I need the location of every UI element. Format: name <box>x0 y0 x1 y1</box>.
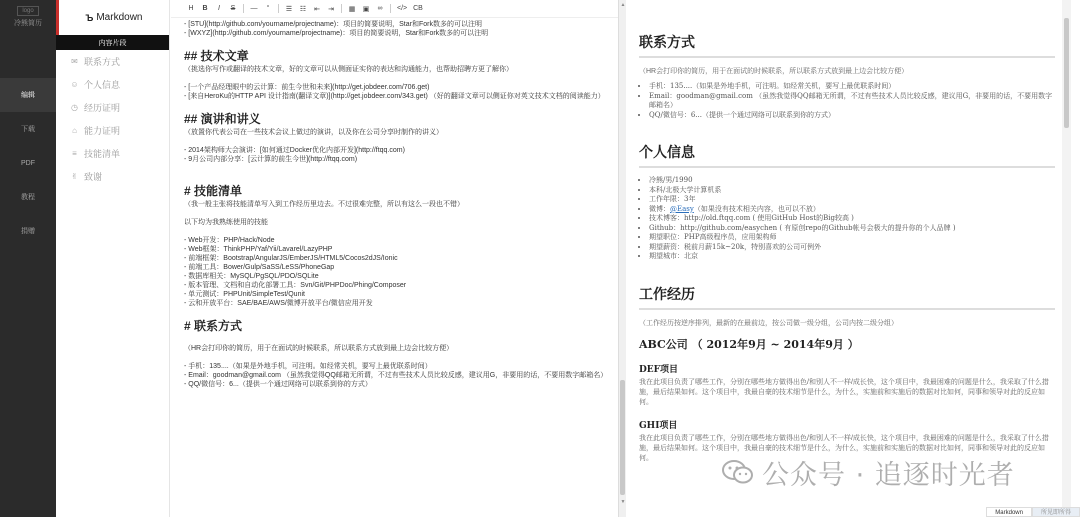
snippet-thanks[interactable] <box>56 165 169 188</box>
nav-item-pdf[interactable]: PDF <box>21 159 35 167</box>
editor-line <box>184 335 609 344</box>
mode-tabs <box>986 507 1080 517</box>
resume-preview <box>627 0 1071 517</box>
watermark-text: 公众号 · 追逐时光者 <box>762 459 1015 491</box>
brand-name: Markdown <box>96 12 143 23</box>
nav-item-edit[interactable]: 编辑 <box>0 78 56 112</box>
app-sidebar <box>0 0 56 517</box>
app-logo[interactable] <box>0 0 56 34</box>
weibo-suffix: （如果没有技术相关内容，也可以不放） <box>693 204 820 213</box>
markdown-editor[interactable] <box>171 0 618 517</box>
snippet-label: 技能清单 <box>84 149 121 159</box>
history-icon: ◷ <box>71 103 78 112</box>
snippet-label: 致谢 <box>84 172 103 182</box>
snippet-label: 个人信息 <box>84 80 121 90</box>
list-item: • Github：http://github.com/easychen ( 有原创repo的Github帐号会极大的提升你的个人品牌 ) <box>649 224 1055 234</box>
main-nav <box>0 78 56 248</box>
snippet-ability[interactable] <box>56 119 169 142</box>
editor-line: （放置你代表公司在一些技术会议上做过的演讲，以及你在公司分享时制作的讲义） <box>184 129 443 136</box>
list-item: • 期望薪资：税前月薪15k~20k，特别喜欢的公司可例外 <box>649 243 1055 253</box>
unordered-list-button[interactable]: ☰ <box>285 5 293 13</box>
nav-item-donate[interactable]: 捐赠 <box>21 228 35 235</box>
scroll-down-icon[interactable]: ▼ <box>620 499 626 505</box>
editor-line: - 前端工具：Bower/Gulp/SaSS/LeSS/PhoneGap <box>184 264 335 271</box>
editor-line: - QQ/微信号：6...（提供一个通过网络可以联系到你的方式） <box>184 381 372 388</box>
bold-button[interactable]: B <box>202 5 208 12</box>
editor-line <box>184 353 609 362</box>
logo-name: 冷熊简历 <box>14 20 42 27</box>
editor-line: - Web框架：ThinkPHP/Yaf/Yii/Lavarel/LazyPHP <box>184 246 333 253</box>
editor-line: - [WXYZ](http://github.com/yourname/projectname)：项目的简要说明，Star和Fork数多的可以注明 <box>184 30 489 37</box>
scrollbar-thumb[interactable] <box>620 380 625 495</box>
project-heading: DEF项目 <box>639 364 679 375</box>
horizontal-rule-button[interactable]: — <box>250 5 258 12</box>
thumbs-up-icon: ✌ <box>71 172 78 181</box>
indent-button[interactable]: ⇤ <box>314 5 320 13</box>
table-button[interactable]: ▦ <box>348 5 356 13</box>
snippet-label: 联系方式 <box>84 57 121 67</box>
snippet-label: 能力证明 <box>84 126 121 136</box>
outdent-button[interactable]: ⇥ <box>328 5 334 13</box>
editor-line: （HR会打印你的简历，用于在面试的时候联系，所以联系方式放到最上边会比较方便） <box>184 345 454 352</box>
quote-button[interactable]: “ <box>266 5 270 12</box>
ordered-list-button[interactable]: ☷ <box>299 5 307 13</box>
snippet-contact[interactable] <box>56 50 169 73</box>
watermark <box>722 452 1015 492</box>
editor-heading-line: # 联系方式 <box>184 319 243 333</box>
user-icon: ☺ <box>70 80 79 89</box>
editor-line: - Email：goodman@gmail.com （虽然我觉得QQ邮箱无所谓，不过有些技术人员比较反感，建议用G，非要用的话，不要用数字邮箱名） <box>184 372 608 379</box>
toolbar-divider <box>390 4 391 13</box>
editor-line <box>184 164 609 173</box>
heading-button[interactable]: H <box>188 5 194 12</box>
toolbar-divider <box>341 4 342 13</box>
editor-line: - Web开发：PHP/Hack/Node <box>184 237 275 244</box>
editor-line: - 云和开放平台：SAE/BAE/AWS/微博开放平台/微信应用开发 <box>184 300 373 307</box>
snippet-personal[interactable] <box>56 73 169 96</box>
code-block-button[interactable]: CB <box>413 5 423 12</box>
work-note: （工作经历按逆序排列，最新的在最前边，按公司做一级分组，公司内按二级分组） <box>639 319 898 327</box>
list-item <box>649 205 1055 215</box>
weibo-link[interactable]: @Easy <box>670 204 694 213</box>
code-button[interactable]: </> <box>397 5 408 12</box>
project-description: 我在此项目负责了哪些工作，分别在哪些地方做得出色/和别人不一样/成长快，这个项目中，我最困难的问题是什么，我采取了什么措施，最后结果如何。这个项目中，我最自豪的技术细节是什么，为什么，实施前和实施后的数据对比如何，同事和领导对此的反应如何。 <box>639 378 1049 406</box>
editor-line: - [一个产品经理眼中的云计算：前生今世和未来](http://get.jobdeer.com/706.get) <box>184 84 430 91</box>
personal-list <box>639 176 1055 262</box>
snippet-skills[interactable] <box>56 142 169 165</box>
editor-line: - 9月公司内部分享：[云计算的前生今世](http://ftqq.com) <box>184 156 358 163</box>
editor-toolbar <box>171 0 618 18</box>
editor-heading-line: ## 技术文章 <box>184 49 249 63</box>
envelope-icon: ✉ <box>71 57 78 66</box>
tab-wysiwyg[interactable]: 所见即所得 <box>1032 507 1080 517</box>
contact-list <box>639 82 1055 120</box>
editor-scrollbar[interactable] <box>618 0 626 517</box>
editor-line <box>184 227 609 236</box>
project-heading: GHI项目 <box>639 420 678 431</box>
nav-item-tutorial[interactable]: 教程 <box>21 194 35 201</box>
editor-line: - [来自HeroKu的HTTP API 设计指南(翻译文章)](http://get.jobdeer.com/343.get) （好的翻译文章可以侧证你对英文技术文档的阅读能力） <box>184 93 605 100</box>
project-description: 我在此项目负责了哪些工作，分别在哪些地方做得出色/和别人不一样/成长快，这个项目中，我最困难的问题是什么，我采取了什么措施，最后结果如何。这个项目中，我最自豪的技术细节是什么，为什么，实施前和实施后的数据对比如何，同事和领导对此的反应如何。 <box>639 434 1049 462</box>
editor-line: - 手机：135....（如果是外地手机，可注明。如经常关机，要写上最优联系时间） <box>184 363 432 370</box>
editor-line: - 前端框架：Bootstrap/AngularJS/EmberJS/HTML5/Cocos2dJS/Ionic <box>184 255 398 262</box>
editor-line: - 单元测试：PHPUnit/SimpleTest/Qunit <box>184 291 305 298</box>
personal-heading: 个人信息 <box>639 142 1055 168</box>
list-item: • QQ/微信号：6...（提供一个通过网络可以联系到你的方式） <box>649 111 1055 121</box>
company-heading: ABC公司 （ 2012年9月 ~ 2014年9月 ） <box>639 337 859 351</box>
list-icon: ≡ <box>72 149 77 158</box>
toolbar-divider <box>243 4 244 13</box>
editor-line: （挑选你写作或翻译的技术文章，好的文章可以从侧面证实你的表达和沟通能力，也帮助招聘方更了解你） <box>184 66 513 73</box>
editor-line <box>184 74 609 83</box>
list-item: • 技术博客：http://old.ftqq.com ( 使用GitHub Host的Big较高 ) <box>649 214 1055 224</box>
editor-line: - 数据库相关：MySQL/PgSQL/PDO/SQLite <box>184 273 319 280</box>
snippet-label: 经历证明 <box>84 103 121 113</box>
list-item: • Email：goodman@gmail.com （虽然我觉得QQ邮箱无所谓，不过有些技术人员比较反感，建议用G，非要用的话，不要用数字邮箱名） <box>649 92 1055 111</box>
italic-button[interactable]: I <box>218 5 220 12</box>
list-item: • 工作年限：3年 <box>649 195 1055 205</box>
contact-heading: 联系方式 <box>639 32 1055 58</box>
list-item: • 本科/北极大学计算机系 <box>649 186 1055 196</box>
editor-line: （我一般主张将技能清单写入到工作经历里边去。不过很难完整，所以有这么一段也不错） <box>184 201 464 208</box>
editor-line: - 版本管理、文档和自动化部署工具：Svn/Git/PHPDoc/Phing/Composer <box>184 282 407 289</box>
editor-line: - 2014架构师大会演讲：[如何通过Docker优化内部开发](http://ftqq.com) <box>184 147 405 154</box>
editor-line: 以下均为我熟练使用的技能 <box>184 219 268 226</box>
bank-icon: ⌂ <box>72 126 77 135</box>
weibo-prefix: 微博： <box>649 204 670 213</box>
snippet-experience[interactable] <box>56 96 169 119</box>
wechat-icon <box>722 459 754 485</box>
list-item: • 期望城市：北京 <box>649 252 1055 262</box>
list-item: • 手机：135....（如果是外地手机，可注明。如经常关机，要写上最优联系时间） <box>649 82 1055 92</box>
tab-markdown[interactable]: Markdown <box>986 507 1032 517</box>
scroll-up-icon[interactable]: ▲ <box>620 2 626 8</box>
logo-image: logo <box>17 6 39 16</box>
editor-line: - [STU](http://github.com/yourname/projectname)：项目的简要说明，Star和Fork数多的可以注明 <box>184 21 482 28</box>
image-button[interactable]: ▣ <box>362 5 370 13</box>
toolbar-divider <box>278 4 279 13</box>
preview-content <box>639 24 1055 464</box>
preview-scrollbar[interactable] <box>1062 0 1071 517</box>
work-heading: 工作经历 <box>639 284 1055 310</box>
list-item: • 冷熊/男/1990 <box>649 176 1055 186</box>
scrollbar-thumb[interactable] <box>1064 18 1069 128</box>
editor-heading-line: ## 演讲和讲义 <box>184 112 261 126</box>
contact-note: （HR会打印你的简历，用于在面试的时候联系，所以联系方式放到最上边会比较方便） <box>639 68 909 75</box>
snippet-section-header: 内容片段 <box>56 35 169 50</box>
link-button[interactable]: ∞ <box>377 5 383 12</box>
markdown-brand <box>56 0 169 35</box>
strikethrough-button[interactable]: S <box>230 5 236 12</box>
editor-line <box>184 209 609 218</box>
markdown-logo-icon: Ъ <box>85 12 94 23</box>
list-item: • 期望职位：PHP高级程序员，应用架构师 <box>649 233 1055 243</box>
nav-item-download[interactable]: 下载 <box>21 126 35 133</box>
snippet-panel <box>56 0 170 517</box>
editor-heading-line: # 技能清单 <box>184 184 243 198</box>
editor-line <box>184 137 609 146</box>
editor-text-area[interactable] <box>184 20 609 510</box>
